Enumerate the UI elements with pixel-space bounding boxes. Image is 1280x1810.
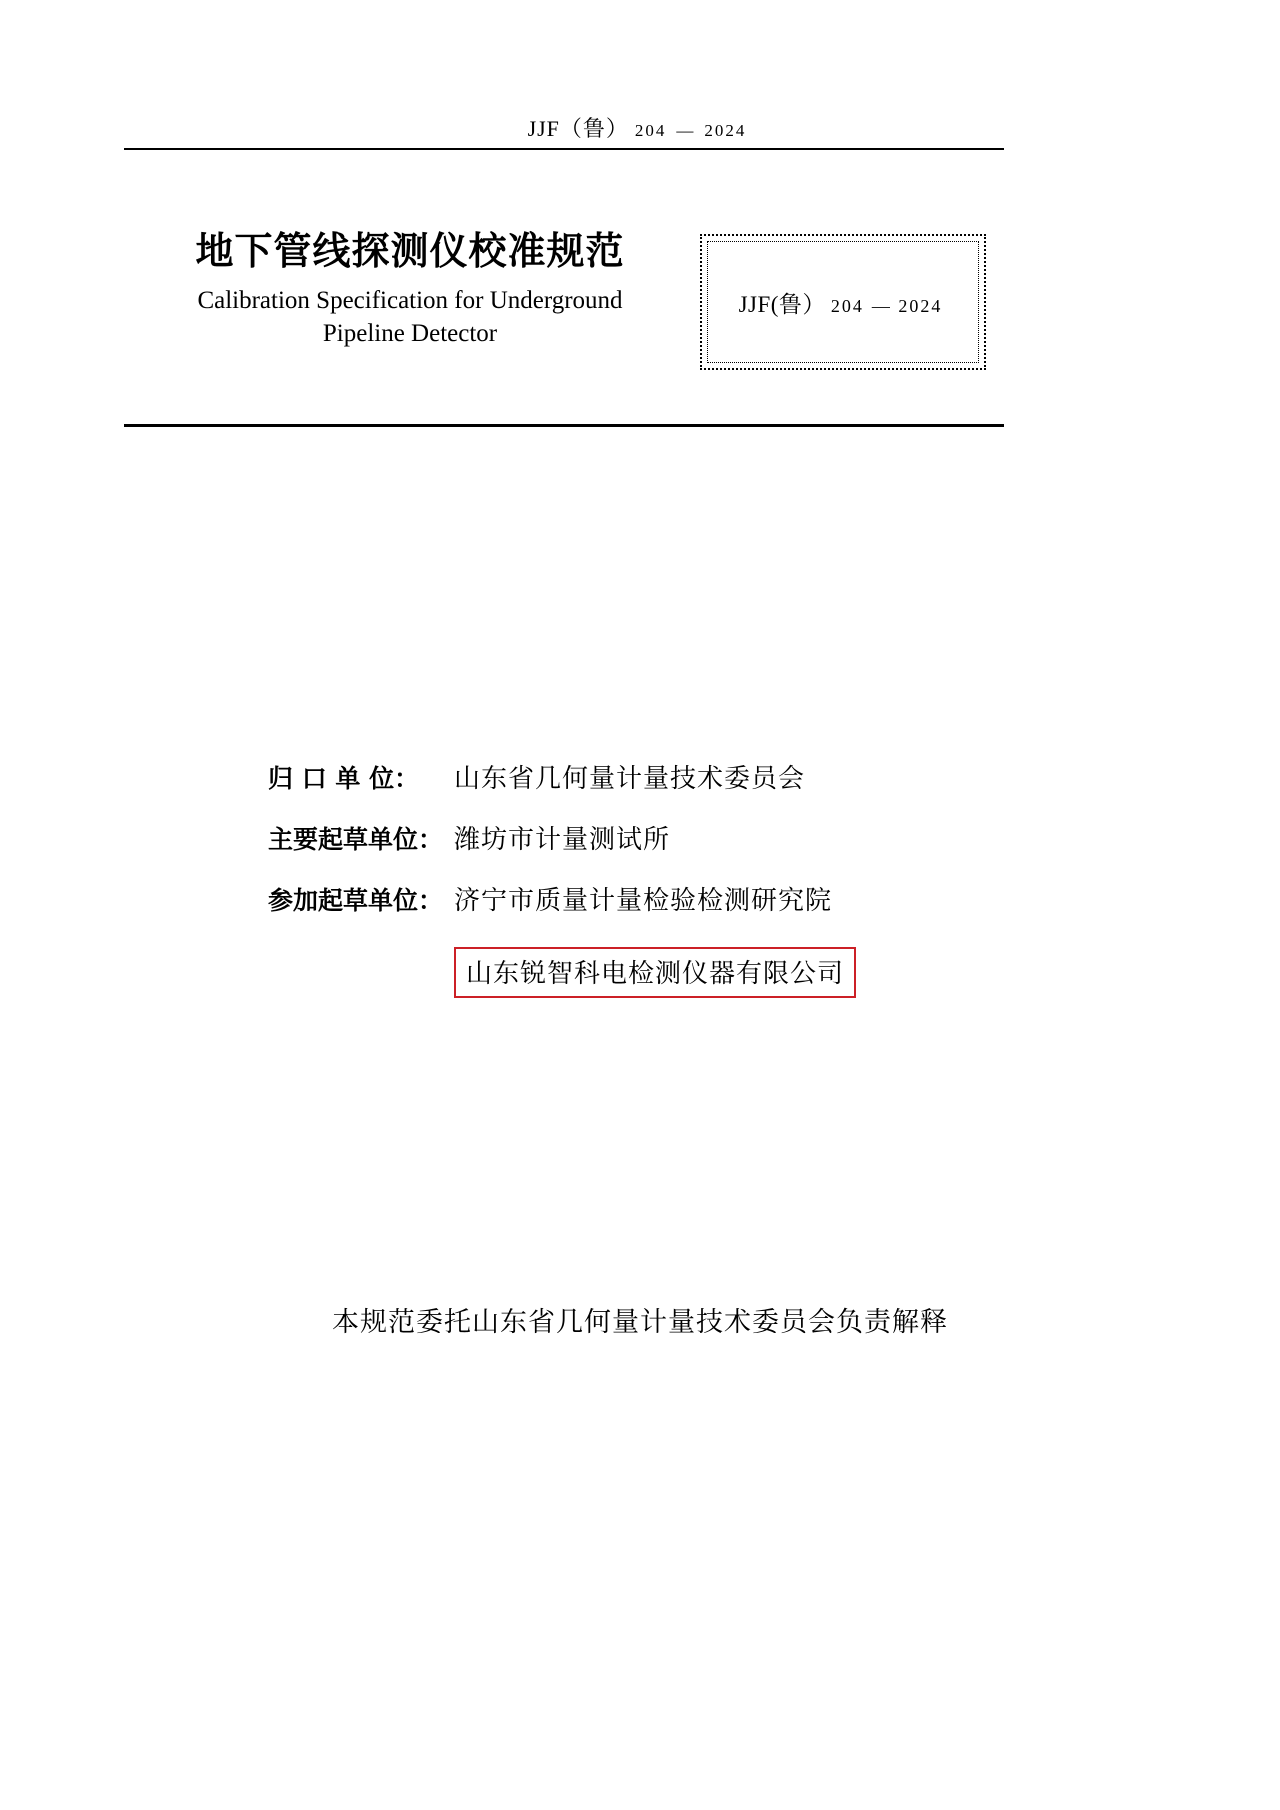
header-code-number: 204 [634,121,667,140]
interpretation-note: 本规范委托山东省几何量计量技术委员会负责解释 [332,1307,948,1337]
title-block [150,228,670,351]
code-box-number: 204 [830,295,864,316]
organization-row [268,819,1028,856]
organization-row [268,758,1028,795]
header-divider-bottom [124,424,1004,427]
organization-value: 济宁市质量计量检验检测研究院 [454,886,833,915]
code-box-year: 2024 [898,295,943,316]
specification-code-text [739,286,948,319]
organization-label: 参加起草单位： [268,886,444,915]
header-code-dash: — [676,121,695,140]
organization-label: 归 口 单 位： [268,764,420,793]
organization-extra-row [454,947,856,998]
page-title-english-line2: Pipeline Detector [322,320,498,348]
code-box-prefix: JJF(鲁） [738,291,826,317]
page-title-english [150,284,670,352]
organization-label: 主要起草单位： [268,825,444,854]
organization-value: 潍坊市计量测试所 [454,825,671,854]
page-header-code [0,112,1280,143]
specification-code-box [700,234,986,370]
page-title-english-line1: Calibration Specification for Underground [197,286,623,314]
organization-info-list [268,758,1028,998]
organization-row [268,880,1028,917]
organization-value: 山东省几何量计量技术委员会 [454,764,806,793]
page-title-chinese: 地下管线探测仪校准规范 [195,229,625,273]
code-box-dash: — [871,295,891,316]
header-divider-top [124,148,1004,150]
header-code-prefix: JJF（鲁） [527,116,629,141]
highlighted-organization-value: 山东锐智科电检测仪器有限公司 [454,947,856,998]
header-code-year: 2024 [704,121,747,140]
